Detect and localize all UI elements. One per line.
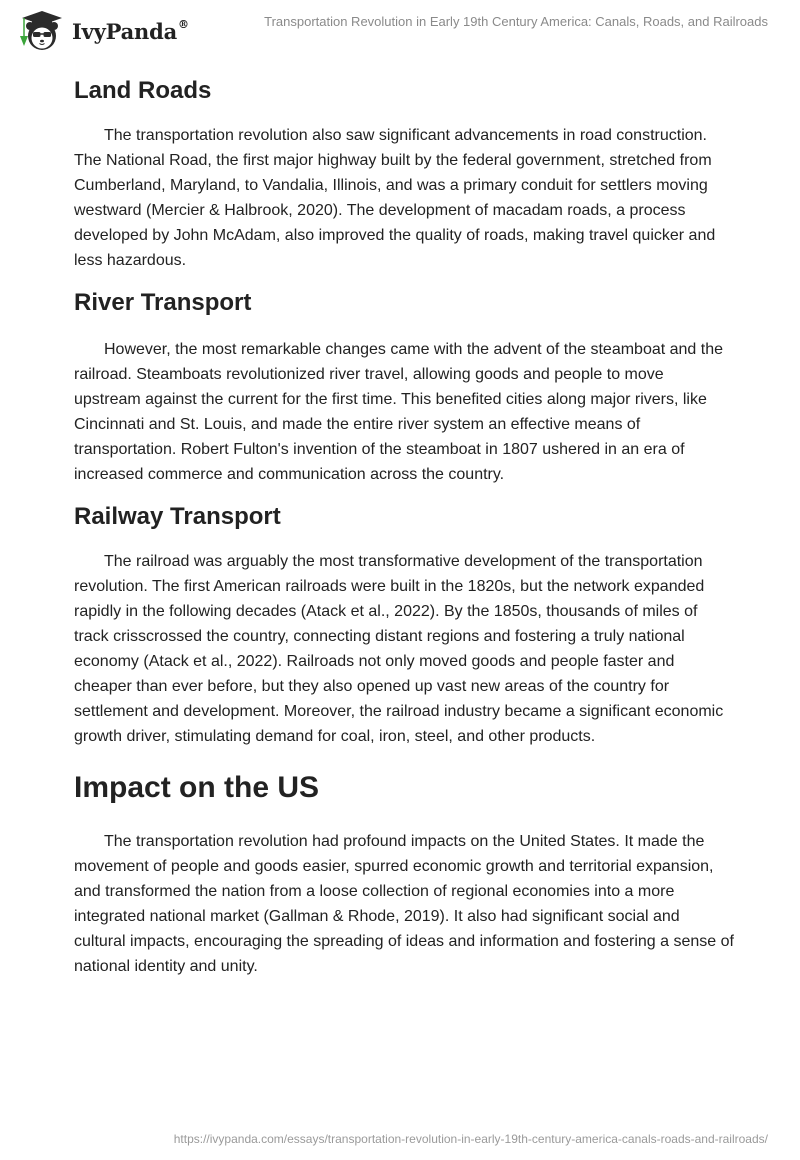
page-header (0, 0, 800, 60)
panda-graduate-icon (18, 8, 64, 54)
section-paragraph: The transportation revolution had profound impacts on the United States. It made the movement of people and goods easier, spurred economic growth and territorial expansion, and transformed the nation from a loose collection of regional economies into a more integrated national market (Gallman & Rhode, 2019). It also had significant social and cultural impacts, encouraging the spreading of ideas and information and fostering a sense of national identity and unity. (74, 833, 734, 975)
document-title: Transportation Revolution in Early 19th Century America: Canals, Roads, and Railroads (264, 14, 768, 29)
section-paragraph: However, the most remarkable changes came with the advent of the steamboat and the railroad. Steamboats revolutionized river travel, allowing goods and people to move upstream against the current for the first time. This benefited cities along major rivers, like Cincinnati and St. Louis, and made the entire river system an effective means of transportation. Robert Fulton's invention of the steamboat in 1807 ushered in an era of increased commerce and communication across the country. (74, 341, 724, 483)
section-river-transport (74, 283, 734, 487)
essay-content (74, 68, 734, 979)
ivypanda-logo[interactable] (18, 8, 189, 54)
section-heading: Impact on the US (74, 771, 320, 804)
section-railway-transport (74, 497, 734, 749)
logo-wordmark: IvyPanda® (72, 17, 189, 44)
section-paragraph: The transportation revolution also saw significant advancements in road construction. The National Road, the first major highway built by the federal government, stretched from Cumberland, Maryland, to Vandalia, Illinois, and was a primary conduit for settlers moving westward (Mercier & Halbrook, 2020). The development of macadam roads, a process developed by John McAdam, also improved the quality of roads, making travel quicker and less hazardous. (74, 127, 716, 269)
section-paragraph: The railroad was arguably the most transformative development of the transportation revolution. The first American railroads were built in the 1820s, but the network expanded rapidly in the following decades (Atack et al., 2022). By the 1850s, thousands of miles of track crisscrossed the country, connecting distant regions and fostering a truly national economy (Atack et al., 2022). Railroads not only moved goods and people faster and cheaper than ever before, but they also opened up vast new areas of the country for settlement and development. Moreover, the railroad industry became a significant economic growth driver, stimulating demand for coal, iron, steel, and other products. (74, 553, 724, 745)
section-heading: Railway Transport (74, 503, 281, 530)
source-url-link[interactable]: https://ivypanda.com/essays/transportation-revolution-in-early-19th-century-america-canals-roads-and-railroads/ (173, 1132, 768, 1146)
section-heading: Land Roads (74, 77, 212, 104)
section-heading: River Transport (74, 289, 252, 316)
section-land-roads (74, 71, 734, 273)
section-impact-on-us (74, 765, 734, 979)
